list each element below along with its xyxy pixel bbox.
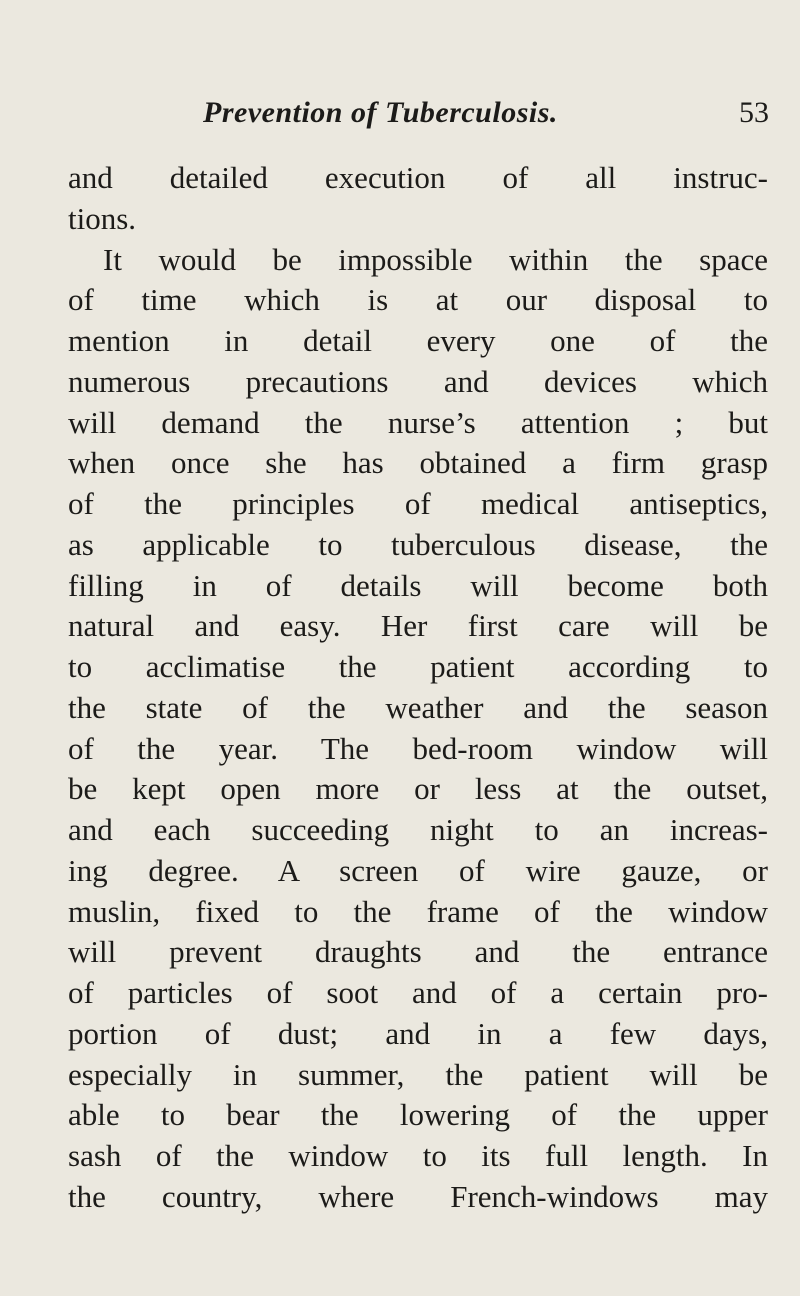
text-line: will prevent draughts and the entrance — [68, 934, 768, 970]
text-line: when once she has obtained a firm grasp — [68, 445, 768, 481]
body-text — [68, 158, 768, 1218]
text-line: of the year. The bed-room window will — [68, 730, 768, 766]
page-number: 53 — [739, 96, 769, 129]
running-title: Prevention of Tuberculosis. — [203, 96, 558, 129]
text-line: of the principles of medical antiseptics, — [68, 486, 768, 521]
text-line: It would be impossible within the space — [103, 241, 768, 277]
text-line: filling in of details will become both — [68, 567, 768, 603]
text-line: mention in detail every one of the — [68, 323, 768, 358]
text-line: the state of the weather and the season — [68, 689, 768, 725]
text-line: especially in summer, the patient will be — [68, 1056, 768, 1092]
text-line: muslin, fixed to the frame of the window — [68, 893, 768, 929]
text-line: to acclimatise the patient according to — [68, 649, 768, 684]
text-line: be kept open more or less at the outset, — [68, 771, 768, 807]
text-line: of time which is at our disposal to — [68, 282, 768, 318]
running-head — [203, 96, 769, 136]
text-line: as applicable to tuberculous disease, the — [68, 526, 768, 562]
text-line: will demand the nurse’s attention ; but — [68, 404, 768, 440]
text-line: portion of dust; and in a few days, — [68, 1015, 768, 1051]
text-line: tions. — [68, 200, 137, 236]
text-line: and detailed execution of all instruc- — [68, 160, 768, 195]
text-line: sash of the window to its full length. In — [68, 1138, 768, 1173]
text-line: the country, where French-windows may — [68, 1178, 768, 1214]
text-line: ing degree. A screen of wire gauze, or — [68, 852, 768, 888]
text-line: of particles of soot and of a certain pro- — [68, 975, 768, 1010]
text-line: numerous precautions and devices which — [68, 363, 768, 399]
text-line: and each succeeding night to an increas- — [68, 812, 768, 847]
text-line: able to bear the lowering of the upper — [68, 1097, 768, 1133]
text-line: natural and easy. Her first care will be — [68, 608, 768, 644]
